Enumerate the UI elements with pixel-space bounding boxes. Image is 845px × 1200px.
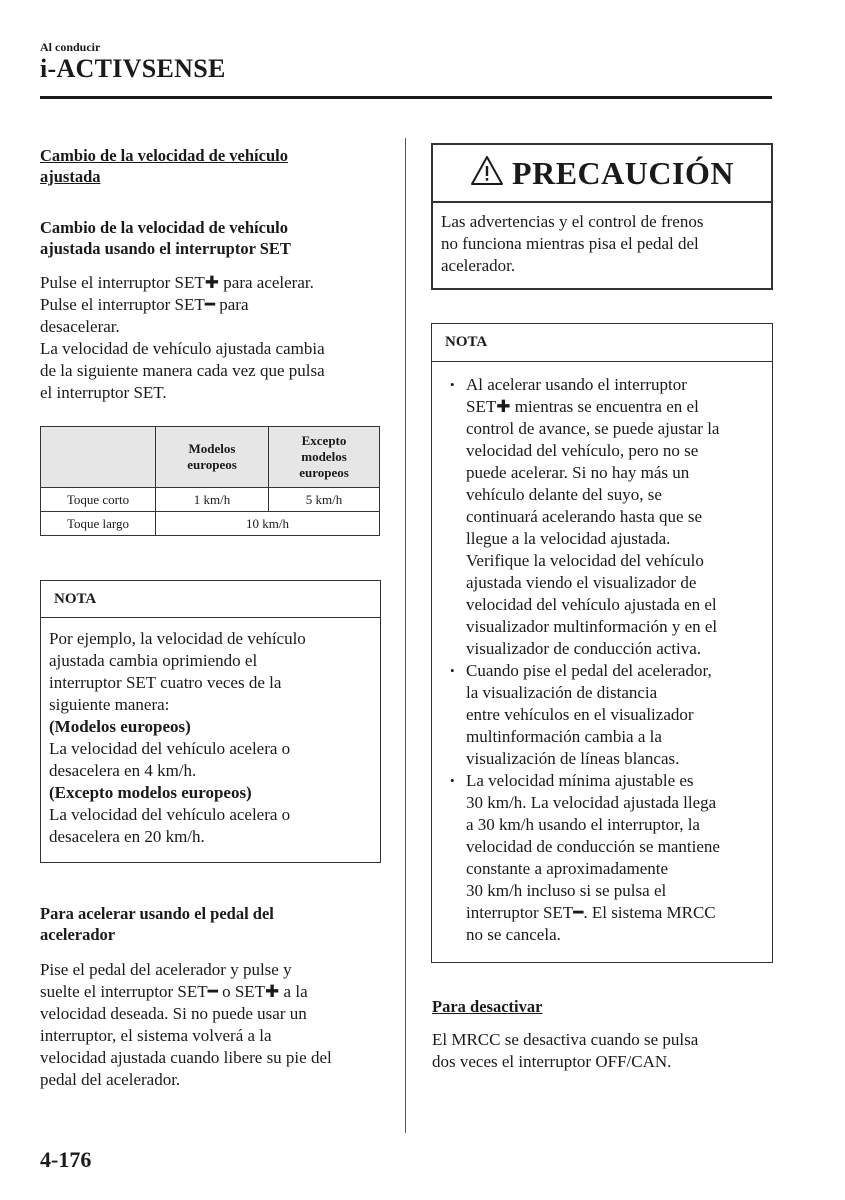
paragraph-line: desacelerar. bbox=[40, 317, 120, 336]
caution-body bbox=[433, 203, 771, 277]
heading-accelerator-pedal bbox=[40, 903, 380, 945]
note-box-left bbox=[40, 580, 381, 863]
accelerator-paragraph bbox=[40, 959, 380, 1091]
caution-line: no funciona mientras pisa el pedal del bbox=[441, 234, 699, 253]
note-line: 30 km/h. La velocidad ajustada llega bbox=[466, 793, 717, 812]
section-label: Al conducir bbox=[40, 40, 101, 54]
note-line: velocidad del vehículo ajustada en el bbox=[466, 595, 717, 614]
note-line: entre vehículos en el visualizador bbox=[466, 705, 694, 724]
heading-change-speed bbox=[40, 145, 380, 187]
note-line: vehículo delante del suyo, se bbox=[466, 485, 662, 504]
table-header-non-european bbox=[269, 427, 380, 488]
heading-line: Cambio de la velocidad de vehículo bbox=[40, 218, 288, 237]
chapter-title: i-ACTIVSENSE bbox=[40, 54, 226, 83]
note-box-right bbox=[431, 323, 773, 963]
note-title: NOTA bbox=[432, 324, 772, 362]
note-line: velocidad del vehículo, pero no se bbox=[466, 441, 699, 460]
note-bullet: • Al acelerar usando el interruptor bbox=[448, 374, 772, 396]
note-line: 30 km/h incluso si se pulsa el bbox=[466, 881, 667, 900]
note-line: la visualización de distancia bbox=[466, 683, 658, 702]
header-line: Modelos bbox=[188, 441, 236, 456]
paragraph-line: La velocidad de vehículo ajustada cambia bbox=[40, 339, 325, 358]
note-line: puede acelerar. Si no hay más un bbox=[466, 463, 690, 482]
note-line: ajustada cambia oprimiendo el bbox=[49, 651, 258, 670]
note-line: continuará acelerando hasta que se bbox=[466, 507, 702, 526]
note-line: Por ejemplo, la velocidad de vehículo bbox=[49, 629, 306, 648]
note-bullet: • Cuando pise el pedal del acelerador, bbox=[448, 660, 772, 682]
note-line: interruptor SET cuatro veces de la bbox=[49, 673, 282, 692]
note-line: desacelera en 20 km/h. bbox=[49, 827, 205, 846]
table-header-european bbox=[156, 427, 269, 488]
heading-line: ajustada usando el interruptor SET bbox=[40, 239, 291, 258]
note-line: control de avance, se puede ajustar la bbox=[466, 419, 720, 438]
paragraph-line: interruptor, el sistema volverá a la bbox=[40, 1026, 272, 1045]
note-line: La velocidad del vehículo acelera o bbox=[49, 739, 291, 758]
paragraph-line: de la siguiente manera cada vez que pulsa bbox=[40, 361, 325, 380]
paragraph-line: el interruptor SET. bbox=[40, 383, 167, 402]
heading-line: ajustada bbox=[40, 167, 101, 186]
note-line: visualizador multinformación y en el bbox=[466, 617, 718, 636]
paragraph-line: dos veces el interruptor OFF/CAN. bbox=[432, 1052, 672, 1071]
speed-change-table bbox=[40, 426, 380, 536]
caution-header bbox=[433, 145, 771, 203]
paragraph-line: El MRCC se desactiva cuando se pulsa bbox=[432, 1030, 699, 1049]
table-row-label: Toque corto bbox=[41, 488, 156, 512]
note-line: visualizador de conducción activa. bbox=[466, 639, 702, 658]
header-line: europeos bbox=[299, 465, 349, 480]
deactivate-paragraph bbox=[432, 1029, 772, 1073]
header-line: modelos bbox=[301, 449, 347, 464]
note-body bbox=[41, 618, 380, 848]
paragraph-line: velocidad deseada. Si no puede usar un bbox=[40, 1004, 307, 1023]
paragraph-line: velocidad ajustada cuando libere su pie del bbox=[40, 1048, 332, 1067]
page-number: 4-176 bbox=[40, 1147, 92, 1172]
header-line: Excepto bbox=[301, 433, 347, 448]
table-corner-cell bbox=[41, 427, 156, 488]
table-cell: 5 km/h bbox=[269, 488, 380, 512]
heading-set-switch bbox=[40, 217, 380, 259]
table-row-label: Toque largo bbox=[41, 512, 156, 536]
note-line: multinformación cambia a la bbox=[466, 727, 662, 746]
note-bullet-list bbox=[432, 362, 772, 946]
note-line: no se cancela. bbox=[466, 925, 561, 944]
table-row bbox=[41, 512, 380, 536]
caution-line: Las advertencias y el control de frenos bbox=[441, 212, 704, 231]
table-cell: 1 km/h bbox=[156, 488, 269, 512]
paragraph-line: suelte el interruptor SET━ o SET✚ a la bbox=[40, 982, 308, 1001]
heading-line: Cambio de la velocidad de vehículo bbox=[40, 146, 288, 165]
table-cell: 10 km/h bbox=[156, 512, 380, 536]
note-line: La velocidad del vehículo acelera o bbox=[49, 805, 291, 824]
warning-triangle-icon bbox=[470, 155, 504, 191]
note-bullet: • La velocidad mínima ajustable es bbox=[448, 770, 772, 792]
table-row bbox=[41, 488, 380, 512]
paragraph-line: Pulse el interruptor SET✚ para acelerar. bbox=[40, 273, 314, 292]
note-line: a 30 km/h usando el interruptor, la bbox=[466, 815, 700, 834]
header-line: europeos bbox=[187, 457, 237, 472]
note-line: interruptor SET━. El sistema MRCC bbox=[466, 903, 716, 922]
note-line: desacelera en 4 km/h. bbox=[49, 761, 197, 780]
header-rule bbox=[40, 96, 772, 99]
note-title: NOTA bbox=[41, 581, 380, 618]
caution-line: acelerador. bbox=[441, 256, 516, 275]
heading-line: acelerador bbox=[40, 925, 116, 944]
note-line: Verifique la velocidad del vehículo bbox=[466, 551, 704, 570]
note-line: llegue a la velocidad ajustada. bbox=[466, 529, 671, 548]
column-divider bbox=[405, 138, 406, 1133]
caution-box bbox=[431, 143, 773, 290]
paragraph-line: pedal del acelerador. bbox=[40, 1070, 181, 1089]
note-line: visualización de líneas blancas. bbox=[466, 749, 680, 768]
note-line: SET✚ mientras se encuentra en el bbox=[466, 397, 699, 416]
note-line: ajustada viendo el visualizador de bbox=[466, 573, 697, 592]
heading-line: Para acelerar usando el pedal del bbox=[40, 904, 274, 923]
note-line: velocidad de conducción se mantiene bbox=[466, 837, 720, 856]
note-line: constante a aproximadamente bbox=[466, 859, 669, 878]
note-line-bold: (Modelos europeos) bbox=[49, 717, 191, 736]
heading-deactivate: Para desactivar bbox=[432, 997, 543, 1016]
paragraph-line: Pise el pedal del acelerador y pulse y bbox=[40, 960, 292, 979]
paragraph-line: Pulse el interruptor SET━ para bbox=[40, 295, 249, 314]
note-line-bold: (Excepto modelos europeos) bbox=[49, 783, 252, 802]
set-switch-paragraph bbox=[40, 272, 380, 404]
caution-title: PRECAUCIÓN bbox=[512, 154, 734, 191]
note-line: siguiente manera: bbox=[49, 695, 170, 714]
